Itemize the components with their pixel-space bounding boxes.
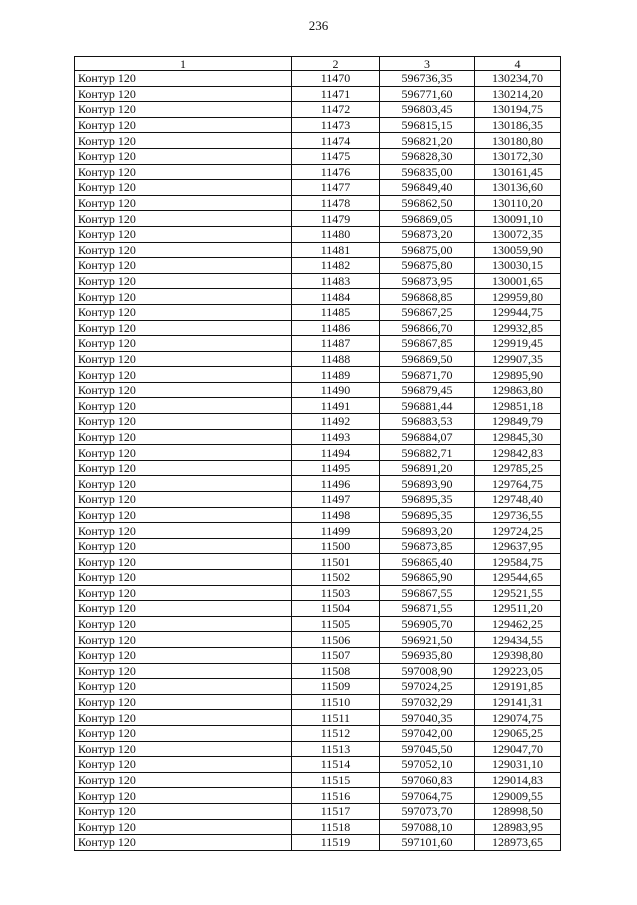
y-coordinate-cell: 129065,25 bbox=[475, 725, 561, 741]
table-row bbox=[75, 741, 561, 757]
table-row bbox=[75, 429, 561, 445]
x-coordinate-cell: 596849,40 bbox=[380, 180, 475, 196]
point-number-cell: 11475 bbox=[292, 148, 380, 164]
x-coordinate-cell: 596869,50 bbox=[380, 351, 475, 367]
point-number-cell: 11479 bbox=[292, 211, 380, 227]
y-coordinate-cell: 129462,25 bbox=[475, 616, 561, 632]
table-row bbox=[75, 570, 561, 586]
x-coordinate-cell: 596821,20 bbox=[380, 133, 475, 149]
y-coordinate-cell: 129907,35 bbox=[475, 351, 561, 367]
y-coordinate-cell: 128998,50 bbox=[475, 803, 561, 819]
point-number-cell: 11513 bbox=[292, 741, 380, 757]
y-coordinate-cell: 130194,75 bbox=[475, 102, 561, 118]
table-row bbox=[75, 507, 561, 523]
table-row bbox=[75, 616, 561, 632]
y-coordinate-cell: 129637,95 bbox=[475, 538, 561, 554]
contour-name-cell: Контур 120 bbox=[75, 86, 292, 102]
contour-name-cell: Контур 120 bbox=[75, 195, 292, 211]
point-number-cell: 11480 bbox=[292, 226, 380, 242]
contour-name-cell: Контур 120 bbox=[75, 694, 292, 710]
x-coordinate-cell: 596873,95 bbox=[380, 273, 475, 289]
contour-name-cell: Контур 120 bbox=[75, 616, 292, 632]
y-coordinate-cell: 129863,80 bbox=[475, 382, 561, 398]
x-coordinate-cell: 597064,75 bbox=[380, 788, 475, 804]
y-coordinate-cell: 129944,75 bbox=[475, 304, 561, 320]
contour-name-cell: Контур 120 bbox=[75, 741, 292, 757]
y-coordinate-cell: 129544,65 bbox=[475, 570, 561, 586]
point-number-cell: 11485 bbox=[292, 304, 380, 320]
x-coordinate-cell: 597088,10 bbox=[380, 819, 475, 835]
y-coordinate-cell: 130172,30 bbox=[475, 148, 561, 164]
point-number-cell: 11514 bbox=[292, 757, 380, 773]
table-row bbox=[75, 258, 561, 274]
table-row bbox=[75, 351, 561, 367]
x-coordinate-cell: 596883,53 bbox=[380, 414, 475, 430]
contour-name-cell: Контур 120 bbox=[75, 226, 292, 242]
point-number-cell: 11474 bbox=[292, 133, 380, 149]
y-coordinate-cell: 130091,10 bbox=[475, 211, 561, 227]
contour-name-cell: Контур 120 bbox=[75, 570, 292, 586]
point-number-cell: 11504 bbox=[292, 601, 380, 617]
contour-name-cell: Контур 120 bbox=[75, 632, 292, 648]
contour-name-cell: Контур 120 bbox=[75, 772, 292, 788]
table-row bbox=[75, 180, 561, 196]
contour-name-cell: Контур 120 bbox=[75, 382, 292, 398]
contour-name-cell: Контур 120 bbox=[75, 523, 292, 539]
x-coordinate-cell: 596895,35 bbox=[380, 492, 475, 508]
point-number-cell: 11508 bbox=[292, 663, 380, 679]
x-coordinate-cell: 597040,35 bbox=[380, 710, 475, 726]
column-header-1: 1 bbox=[75, 57, 292, 71]
point-number-cell: 11506 bbox=[292, 632, 380, 648]
x-coordinate-cell: 596803,45 bbox=[380, 102, 475, 118]
x-coordinate-cell: 596867,25 bbox=[380, 304, 475, 320]
y-coordinate-cell: 128983,95 bbox=[475, 819, 561, 835]
table-row bbox=[75, 788, 561, 804]
x-coordinate-cell: 596865,40 bbox=[380, 554, 475, 570]
y-coordinate-cell: 130214,20 bbox=[475, 86, 561, 102]
point-number-cell: 11484 bbox=[292, 289, 380, 305]
x-coordinate-cell: 597060,83 bbox=[380, 772, 475, 788]
coordinates-table bbox=[74, 56, 561, 851]
point-number-cell: 11487 bbox=[292, 336, 380, 352]
point-number-cell: 11500 bbox=[292, 538, 380, 554]
x-coordinate-cell: 596869,05 bbox=[380, 211, 475, 227]
contour-name-cell: Контур 120 bbox=[75, 601, 292, 617]
table-body bbox=[75, 71, 561, 851]
table-header-row bbox=[75, 57, 561, 71]
contour-name-cell: Контур 120 bbox=[75, 585, 292, 601]
table-row bbox=[75, 632, 561, 648]
point-number-cell: 11486 bbox=[292, 320, 380, 336]
contour-name-cell: Контур 120 bbox=[75, 117, 292, 133]
table-row bbox=[75, 398, 561, 414]
point-number-cell: 11488 bbox=[292, 351, 380, 367]
contour-name-cell: Контур 120 bbox=[75, 414, 292, 430]
table-row bbox=[75, 273, 561, 289]
point-number-cell: 11502 bbox=[292, 570, 380, 586]
point-number-cell: 11507 bbox=[292, 647, 380, 663]
table-row bbox=[75, 320, 561, 336]
contour-name-cell: Контур 120 bbox=[75, 492, 292, 508]
point-number-cell: 11481 bbox=[292, 242, 380, 258]
point-number-cell: 11501 bbox=[292, 554, 380, 570]
table-row bbox=[75, 554, 561, 570]
contour-name-cell: Контур 120 bbox=[75, 679, 292, 695]
contour-name-cell: Контур 120 bbox=[75, 398, 292, 414]
contour-name-cell: Контур 120 bbox=[75, 336, 292, 352]
contour-name-cell: Контур 120 bbox=[75, 757, 292, 773]
y-coordinate-cell: 129141,31 bbox=[475, 694, 561, 710]
table-row bbox=[75, 304, 561, 320]
table-row bbox=[75, 492, 561, 508]
x-coordinate-cell: 596871,70 bbox=[380, 367, 475, 383]
contour-name-cell: Контур 120 bbox=[75, 351, 292, 367]
contour-name-cell: Контур 120 bbox=[75, 803, 292, 819]
point-number-cell: 11470 bbox=[292, 71, 380, 87]
y-coordinate-cell: 130234,70 bbox=[475, 71, 561, 87]
table-row bbox=[75, 803, 561, 819]
y-coordinate-cell: 129434,55 bbox=[475, 632, 561, 648]
contour-name-cell: Контур 120 bbox=[75, 320, 292, 336]
x-coordinate-cell: 596873,20 bbox=[380, 226, 475, 242]
point-number-cell: 11477 bbox=[292, 180, 380, 196]
y-coordinate-cell: 129959,80 bbox=[475, 289, 561, 305]
x-coordinate-cell: 597024,25 bbox=[380, 679, 475, 695]
x-coordinate-cell: 596868,85 bbox=[380, 289, 475, 305]
x-coordinate-cell: 596867,55 bbox=[380, 585, 475, 601]
x-coordinate-cell: 596867,85 bbox=[380, 336, 475, 352]
x-coordinate-cell: 596815,15 bbox=[380, 117, 475, 133]
contour-name-cell: Контур 120 bbox=[75, 835, 292, 851]
y-coordinate-cell: 129014,83 bbox=[475, 772, 561, 788]
x-coordinate-cell: 596862,50 bbox=[380, 195, 475, 211]
table-row bbox=[75, 772, 561, 788]
y-coordinate-cell: 129764,75 bbox=[475, 476, 561, 492]
point-number-cell: 11491 bbox=[292, 398, 380, 414]
x-coordinate-cell: 597101,60 bbox=[380, 835, 475, 851]
x-coordinate-cell: 596879,45 bbox=[380, 382, 475, 398]
table-row bbox=[75, 414, 561, 430]
x-coordinate-cell: 596905,70 bbox=[380, 616, 475, 632]
table-row bbox=[75, 460, 561, 476]
column-header-3: 3 bbox=[380, 57, 475, 71]
table-row bbox=[75, 226, 561, 242]
point-number-cell: 11472 bbox=[292, 102, 380, 118]
x-coordinate-cell: 596882,71 bbox=[380, 445, 475, 461]
x-coordinate-cell: 596921,50 bbox=[380, 632, 475, 648]
contour-name-cell: Контур 120 bbox=[75, 71, 292, 87]
point-number-cell: 11496 bbox=[292, 476, 380, 492]
contour-name-cell: Контур 120 bbox=[75, 367, 292, 383]
point-number-cell: 11519 bbox=[292, 835, 380, 851]
point-number-cell: 11478 bbox=[292, 195, 380, 211]
table-row bbox=[75, 757, 561, 773]
point-number-cell: 11494 bbox=[292, 445, 380, 461]
y-coordinate-cell: 129785,25 bbox=[475, 460, 561, 476]
x-coordinate-cell: 596895,35 bbox=[380, 507, 475, 523]
point-number-cell: 11512 bbox=[292, 725, 380, 741]
table-row bbox=[75, 679, 561, 695]
y-coordinate-cell: 129047,70 bbox=[475, 741, 561, 757]
y-coordinate-cell: 129724,25 bbox=[475, 523, 561, 539]
point-number-cell: 11471 bbox=[292, 86, 380, 102]
point-number-cell: 11517 bbox=[292, 803, 380, 819]
table-row bbox=[75, 663, 561, 679]
table-row bbox=[75, 601, 561, 617]
table-row bbox=[75, 725, 561, 741]
y-coordinate-cell: 129031,10 bbox=[475, 757, 561, 773]
x-coordinate-cell: 597032,29 bbox=[380, 694, 475, 710]
point-number-cell: 11473 bbox=[292, 117, 380, 133]
y-coordinate-cell: 130186,35 bbox=[475, 117, 561, 133]
y-coordinate-cell: 129191,85 bbox=[475, 679, 561, 695]
table-row bbox=[75, 336, 561, 352]
point-number-cell: 11499 bbox=[292, 523, 380, 539]
y-coordinate-cell: 129895,90 bbox=[475, 367, 561, 383]
contour-name-cell: Контур 120 bbox=[75, 429, 292, 445]
y-coordinate-cell: 129842,83 bbox=[475, 445, 561, 461]
table-row bbox=[75, 195, 561, 211]
table-row bbox=[75, 476, 561, 492]
point-number-cell: 11516 bbox=[292, 788, 380, 804]
contour-name-cell: Контур 120 bbox=[75, 460, 292, 476]
contour-name-cell: Контур 120 bbox=[75, 133, 292, 149]
contour-name-cell: Контур 120 bbox=[75, 180, 292, 196]
y-coordinate-cell: 129398,80 bbox=[475, 647, 561, 663]
point-number-cell: 11476 bbox=[292, 164, 380, 180]
y-coordinate-cell: 130136,60 bbox=[475, 180, 561, 196]
y-coordinate-cell: 130030,15 bbox=[475, 258, 561, 274]
table-row bbox=[75, 382, 561, 398]
contour-name-cell: Контур 120 bbox=[75, 273, 292, 289]
x-coordinate-cell: 596893,90 bbox=[380, 476, 475, 492]
page-number: 236 bbox=[308, 18, 329, 33]
point-number-cell: 11497 bbox=[292, 492, 380, 508]
y-coordinate-cell: 130001,65 bbox=[475, 273, 561, 289]
x-coordinate-cell: 596935,80 bbox=[380, 647, 475, 663]
x-coordinate-cell: 597052,10 bbox=[380, 757, 475, 773]
point-number-cell: 11503 bbox=[292, 585, 380, 601]
x-coordinate-cell: 596871,55 bbox=[380, 601, 475, 617]
x-coordinate-cell: 596865,90 bbox=[380, 570, 475, 586]
contour-name-cell: Контур 120 bbox=[75, 538, 292, 554]
x-coordinate-cell: 596736,35 bbox=[380, 71, 475, 87]
y-coordinate-cell: 129736,55 bbox=[475, 507, 561, 523]
column-header-2: 2 bbox=[292, 57, 380, 71]
y-coordinate-cell: 129584,75 bbox=[475, 554, 561, 570]
point-number-cell: 11490 bbox=[292, 382, 380, 398]
table-row bbox=[75, 538, 561, 554]
y-coordinate-cell: 130059,90 bbox=[475, 242, 561, 258]
y-coordinate-cell: 129074,75 bbox=[475, 710, 561, 726]
x-coordinate-cell: 596771,60 bbox=[380, 86, 475, 102]
contour-name-cell: Контур 120 bbox=[75, 725, 292, 741]
contour-name-cell: Контур 120 bbox=[75, 148, 292, 164]
contour-name-cell: Контур 120 bbox=[75, 304, 292, 320]
table-row bbox=[75, 86, 561, 102]
table-row bbox=[75, 367, 561, 383]
x-coordinate-cell: 596893,20 bbox=[380, 523, 475, 539]
y-coordinate-cell: 129511,20 bbox=[475, 601, 561, 617]
point-number-cell: 11511 bbox=[292, 710, 380, 726]
point-number-cell: 11493 bbox=[292, 429, 380, 445]
point-number-cell: 11489 bbox=[292, 367, 380, 383]
x-coordinate-cell: 596884,07 bbox=[380, 429, 475, 445]
x-coordinate-cell: 597045,50 bbox=[380, 741, 475, 757]
table-row bbox=[75, 289, 561, 305]
contour-name-cell: Контур 120 bbox=[75, 507, 292, 523]
x-coordinate-cell: 597073,70 bbox=[380, 803, 475, 819]
y-coordinate-cell: 129932,85 bbox=[475, 320, 561, 336]
point-number-cell: 11518 bbox=[292, 819, 380, 835]
point-number-cell: 11510 bbox=[292, 694, 380, 710]
contour-name-cell: Контур 120 bbox=[75, 647, 292, 663]
point-number-cell: 11509 bbox=[292, 679, 380, 695]
y-coordinate-cell: 129919,45 bbox=[475, 336, 561, 352]
table-row bbox=[75, 819, 561, 835]
x-coordinate-cell: 597008,90 bbox=[380, 663, 475, 679]
x-coordinate-cell: 596873,85 bbox=[380, 538, 475, 554]
column-header-4: 4 bbox=[475, 57, 561, 71]
y-coordinate-cell: 130180,80 bbox=[475, 133, 561, 149]
table-row bbox=[75, 164, 561, 180]
table-row bbox=[75, 694, 561, 710]
y-coordinate-cell: 129223,05 bbox=[475, 663, 561, 679]
table-row bbox=[75, 117, 561, 133]
table-row bbox=[75, 523, 561, 539]
contour-name-cell: Контур 120 bbox=[75, 819, 292, 835]
y-coordinate-cell: 130072,35 bbox=[475, 226, 561, 242]
table-row bbox=[75, 211, 561, 227]
y-coordinate-cell: 129845,30 bbox=[475, 429, 561, 445]
point-number-cell: 11483 bbox=[292, 273, 380, 289]
contour-name-cell: Контур 120 bbox=[75, 289, 292, 305]
point-number-cell: 11495 bbox=[292, 460, 380, 476]
y-coordinate-cell: 130161,45 bbox=[475, 164, 561, 180]
table-row bbox=[75, 585, 561, 601]
y-coordinate-cell: 129748,40 bbox=[475, 492, 561, 508]
table-row bbox=[75, 102, 561, 118]
point-number-cell: 11505 bbox=[292, 616, 380, 632]
contour-name-cell: Контур 120 bbox=[75, 242, 292, 258]
y-coordinate-cell: 129849,79 bbox=[475, 414, 561, 430]
x-coordinate-cell: 596891,20 bbox=[380, 460, 475, 476]
table-row bbox=[75, 647, 561, 663]
contour-name-cell: Контур 120 bbox=[75, 445, 292, 461]
contour-name-cell: Контур 120 bbox=[75, 554, 292, 570]
point-number-cell: 11482 bbox=[292, 258, 380, 274]
point-number-cell: 11515 bbox=[292, 772, 380, 788]
x-coordinate-cell: 596881,44 bbox=[380, 398, 475, 414]
x-coordinate-cell: 596828,30 bbox=[380, 148, 475, 164]
contour-name-cell: Контур 120 bbox=[75, 663, 292, 679]
y-coordinate-cell: 129521,55 bbox=[475, 585, 561, 601]
contour-name-cell: Контур 120 bbox=[75, 788, 292, 804]
y-coordinate-cell: 129009,55 bbox=[475, 788, 561, 804]
contour-name-cell: Контур 120 bbox=[75, 476, 292, 492]
y-coordinate-cell: 130110,20 bbox=[475, 195, 561, 211]
contour-name-cell: Контур 120 bbox=[75, 211, 292, 227]
contour-name-cell: Контур 120 bbox=[75, 102, 292, 118]
x-coordinate-cell: 596875,00 bbox=[380, 242, 475, 258]
table-row bbox=[75, 71, 561, 87]
table-row bbox=[75, 148, 561, 164]
x-coordinate-cell: 596866,70 bbox=[380, 320, 475, 336]
x-coordinate-cell: 596835,00 bbox=[380, 164, 475, 180]
contour-name-cell: Контур 120 bbox=[75, 164, 292, 180]
y-coordinate-cell: 128973,65 bbox=[475, 835, 561, 851]
point-number-cell: 11492 bbox=[292, 414, 380, 430]
contour-name-cell: Контур 120 bbox=[75, 258, 292, 274]
contour-name-cell: Контур 120 bbox=[75, 710, 292, 726]
table-row bbox=[75, 242, 561, 258]
x-coordinate-cell: 596875,80 bbox=[380, 258, 475, 274]
table-row bbox=[75, 133, 561, 149]
x-coordinate-cell: 597042,00 bbox=[380, 725, 475, 741]
table-row bbox=[75, 835, 561, 851]
point-number-cell: 11498 bbox=[292, 507, 380, 523]
y-coordinate-cell: 129851,18 bbox=[475, 398, 561, 414]
table-row bbox=[75, 445, 561, 461]
table-row bbox=[75, 710, 561, 726]
